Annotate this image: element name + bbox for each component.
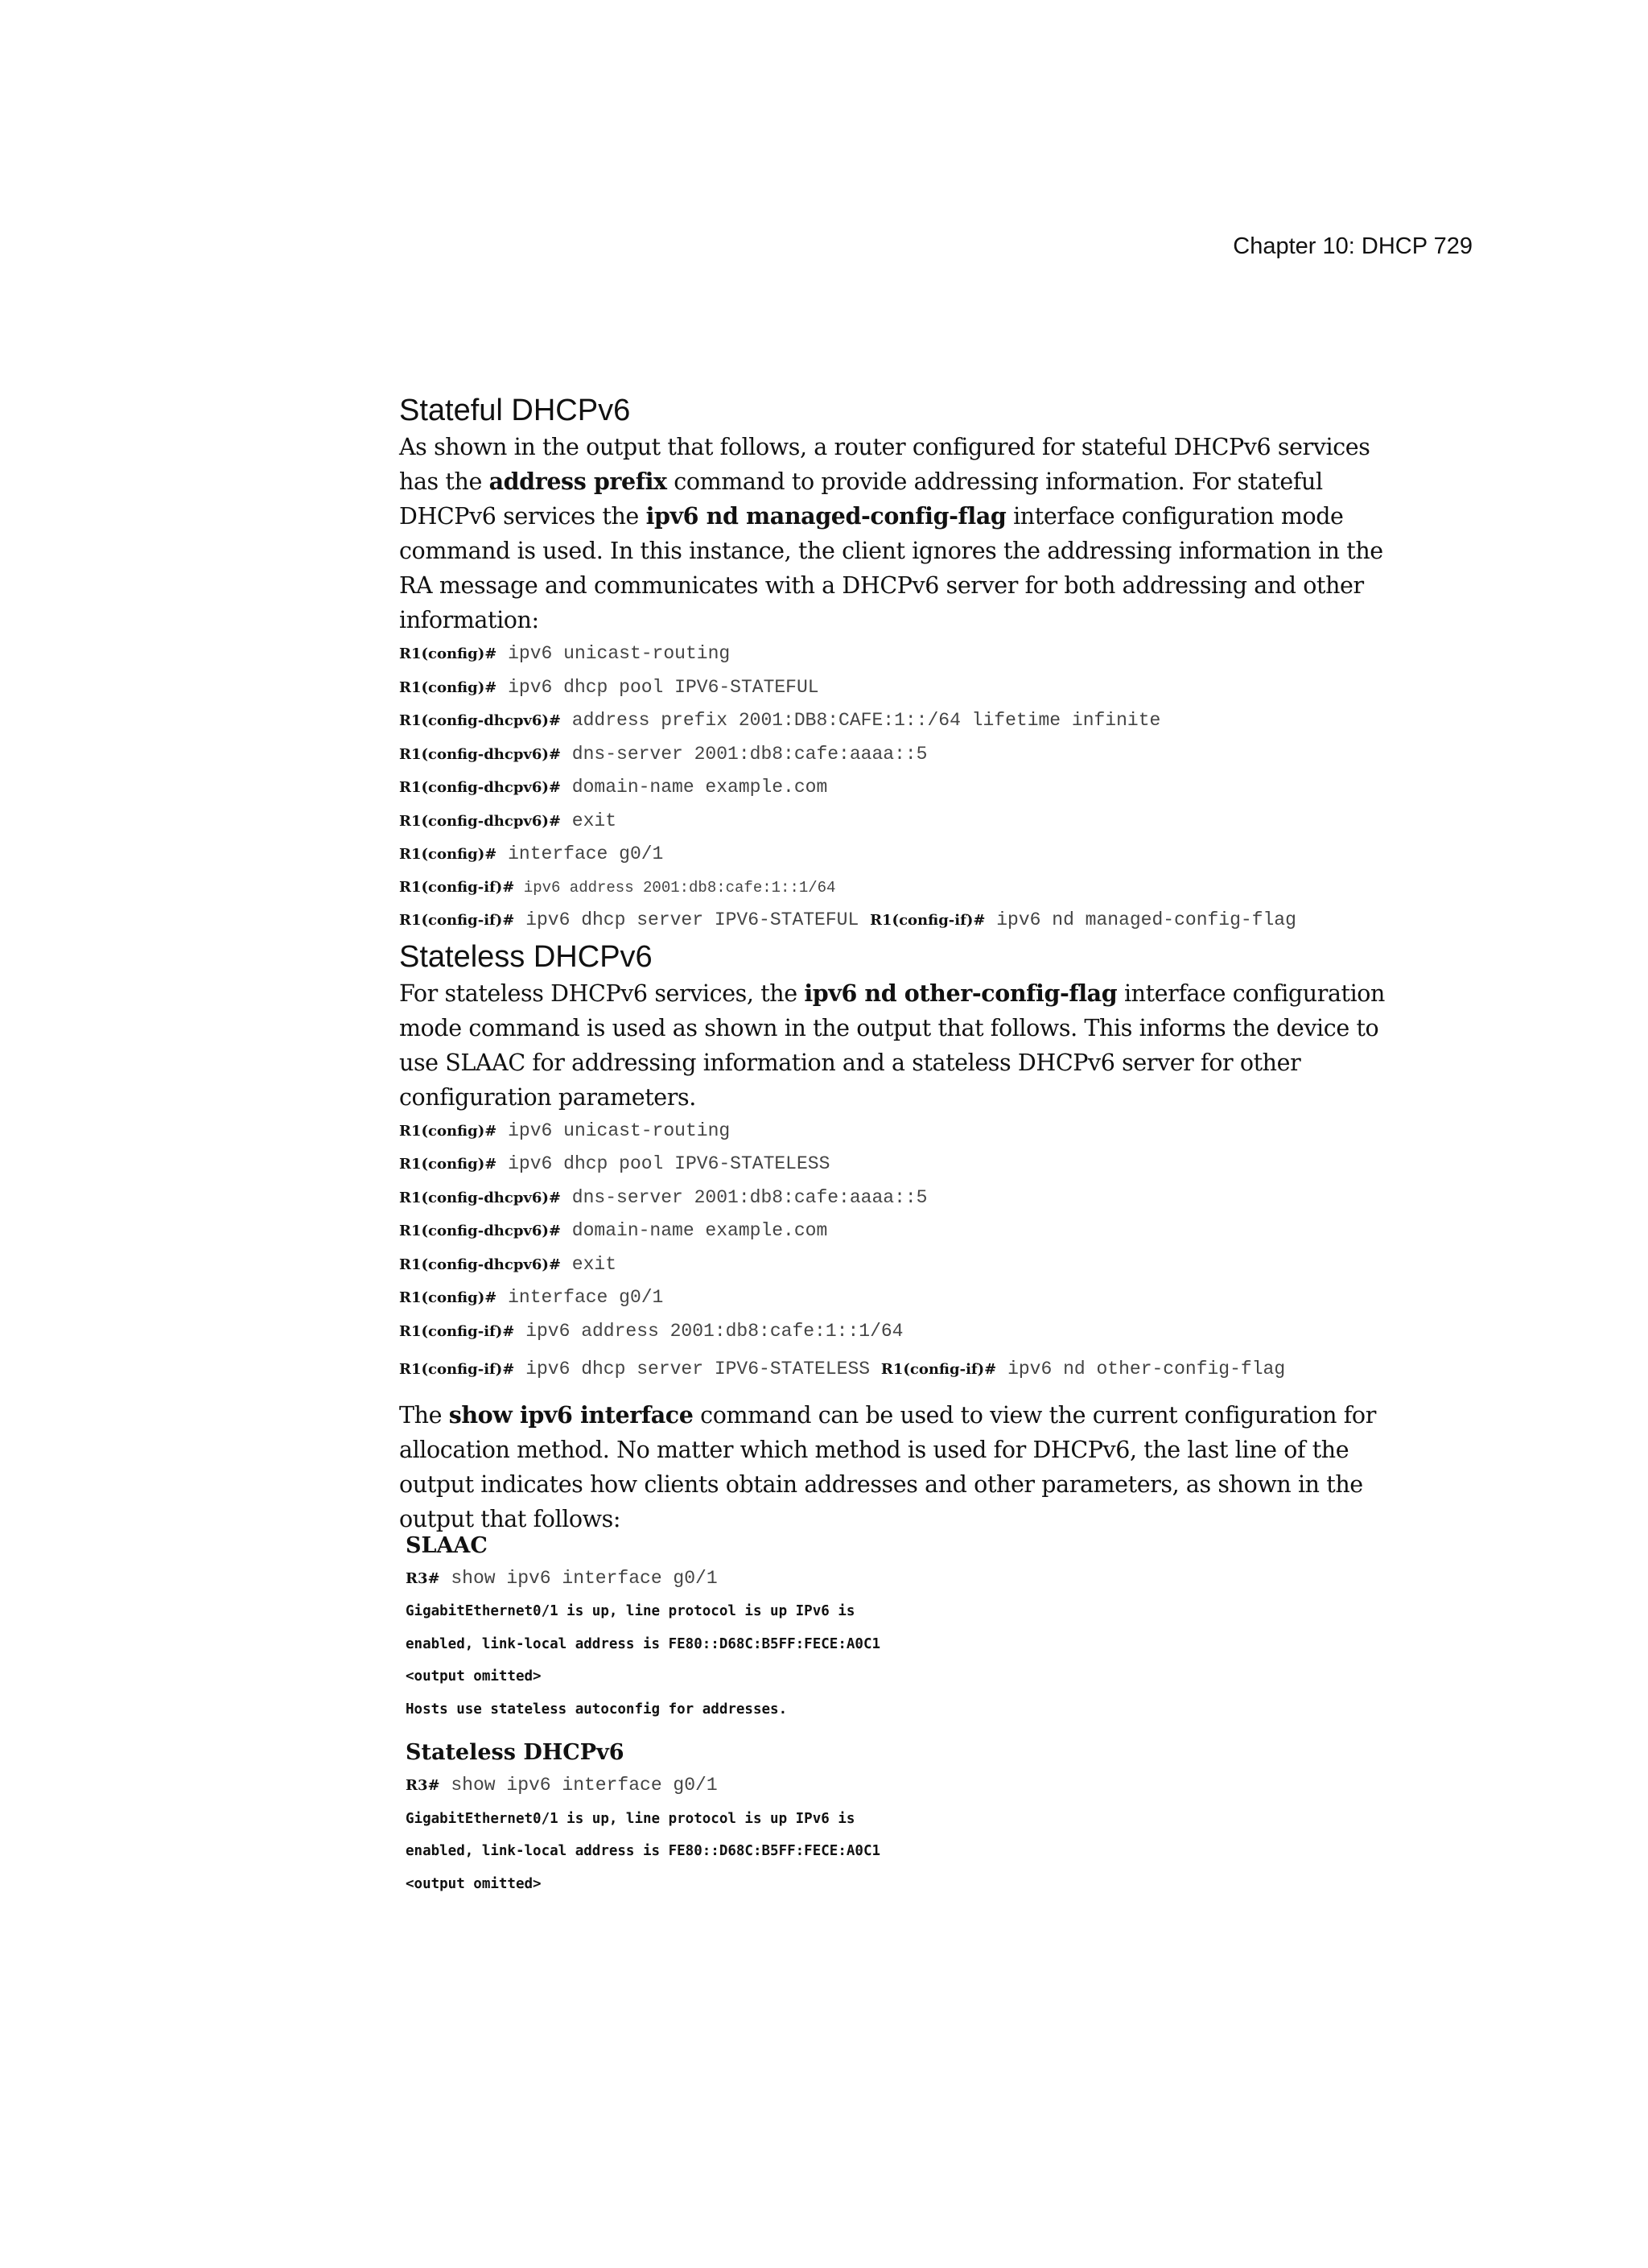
config-line [399,671,1397,705]
slaac-output-lines [406,1595,1397,1726]
config-line [399,1248,1397,1282]
config-line [399,1214,1397,1248]
config-line [399,1281,1397,1315]
command: show ipv6 interface g0/1 [439,1775,718,1796]
command: ipv6 unicast-routing [496,1120,731,1141]
config-line [399,1115,1397,1148]
command: ipv6 dhcp server IPV6-STATELESS [514,1359,881,1379]
output-line: <output omitted> [406,1668,542,1685]
stateless-config-last-line [399,1353,1397,1387]
command: interface g0/1 [496,1287,664,1308]
prompt: R1(config-if)# [870,912,986,929]
stateful-paragraph [399,430,1397,637]
prompt: R1(config-if)# [399,912,515,929]
text-run: command to provide addressing information. For stateful DHCPv6 services the [399,468,1323,530]
output-line: <output omitted> [406,1875,542,1892]
config-line [399,1181,1397,1215]
prompt: R3# [406,1777,440,1794]
config-line [399,1148,1397,1181]
page-content [399,391,1397,1900]
prompt: R1(config)# [399,1122,497,1140]
stateless-config-block [399,1115,1397,1349]
config-line [399,1353,1397,1387]
command: show ipv6 interface g0/1 [439,1567,718,1589]
prompt: R1(config)# [399,645,497,662]
command: ipv6 nd other-config-flag [996,1359,1286,1379]
prompt: R1(config-if)# [399,878,515,896]
bold-command-term: show ipv6 interface [448,1400,694,1429]
prompt: R1(config-if)# [399,1361,515,1378]
command: domain-name example.com [561,1220,828,1241]
prompt: R1(config)# [399,1156,497,1173]
command: address prefix 2001:DB8:CAFE:1::/64 lifetime infinite [561,710,1161,731]
config-line [399,1315,1397,1349]
text-run: interface configuration mode command is used. In this instance, the client ignores the addressing information in the RA message and communicates with a DHCPv6 server for both addressing and other information: [399,503,1383,633]
stateless-command-line [406,1769,1397,1803]
stateless-output-lines [406,1803,1397,1901]
config-line [399,838,1397,872]
slaac-output-block [399,1562,1397,1726]
command: ipv6 dhcp pool IPV6-STATEFUL [496,676,819,698]
prompt: R1(config-dhcpv6)# [399,1223,561,1239]
command: interface g0/1 [496,843,664,864]
bold-command-term: ipv6 nd other-config-flag [804,979,1118,1007]
prompt: R1(config-dhcpv6)# [399,712,561,729]
stateless-output-subheading: Stateless DHCPv6 [406,1740,624,1765]
prompt: R1(config-dhcpv6)# [399,745,561,763]
slaac-subheading: SLAAC [406,1532,488,1558]
prompt: R1(config-if)# [399,1322,515,1340]
command: ipv6 address 2001:db8:cafe:1::1/64 [514,878,836,897]
text-run: For stateless DHCPv6 services, the [399,979,805,1007]
config-line [399,805,1397,839]
section-heading-stateless: Stateless DHCPv6 [399,939,653,974]
prompt: R1(config)# [399,1289,497,1306]
slaac-command-line [406,1562,1397,1596]
prompt: R1(config-dhcpv6)# [399,779,561,796]
config-line [399,872,1397,905]
command: ipv6 unicast-routing [496,643,731,664]
running-head: Chapter 10: DHCP 729 [1233,233,1473,259]
output-line: GigabitEthernet0/1 is up, line protocol is up IPv6 is [406,1603,855,1619]
command: dns-server 2001:db8:cafe:aaaa::5 [561,743,928,765]
command: ipv6 dhcp server IPV6-STATEFUL [514,909,871,930]
stateful-config-block [399,637,1397,938]
config-line [399,637,1397,671]
text-run: interface configuration mode command is used as shown in the output that follows. This informs the device to use SLAAC for addressing information and a stateless DHCPv6 server for other configuration parameters. [399,979,1386,1111]
command: domain-name example.com [561,777,828,798]
config-line [399,704,1397,738]
prompt: R1(config-if)# [880,1361,997,1378]
command: exit [561,810,617,831]
stateless-output-block [399,1769,1397,1900]
prompt: R1(config-dhcpv6)# [399,1256,561,1273]
output-line: enabled, link-local address is FE80::D68C:B5FF:FECE:A0C1 [406,1843,881,1859]
prompt: R1(config)# [399,846,497,863]
bold-command-term: ipv6 nd managed-config-flag [645,502,1007,530]
prompt: R1(config-dhcpv6)# [399,812,561,830]
prompt: R1(config-dhcpv6)# [399,1189,561,1206]
bold-command-term: address prefix [488,468,667,495]
command: dns-server 2001:db8:cafe:aaaa::5 [561,1186,928,1208]
prompt: R1(config)# [399,678,497,696]
text-run: command can be used to view the current configuration for allocation method. No matter which method is used for DHCPv6, the last line of the output indicates how clients obtain addresses and other parameters, as shown in the output that follows: [399,1401,1376,1532]
output-line: enabled, link-local address is FE80::D68C:B5FF:FECE:A0C1 [406,1635,881,1652]
command: ipv6 dhcp pool IPV6-STATELESS [496,1153,830,1174]
prompt: R3# [406,1569,440,1587]
text-run: As shown in the output that follows, a router configured for stateful DHCPv6 services has the [399,434,1370,495]
command: exit [561,1253,617,1275]
output-line: GigabitEthernet0/1 is up, line protocol is up IPv6 is [406,1810,855,1827]
section-heading-stateful: Stateful DHCPv6 [399,394,631,427]
command: ipv6 address 2001:db8:cafe:1::1/64 [514,1320,904,1342]
config-line [399,771,1397,805]
config-line [399,738,1397,772]
command: ipv6 nd managed-config-flag [985,909,1296,930]
config-line [399,904,1397,938]
stateless-paragraph [399,976,1397,1115]
text-run: The [399,1401,449,1429]
output-line: Hosts use stateless autoconfig for addresses. [406,1701,788,1717]
show-interface-paragraph [399,1398,1397,1536]
